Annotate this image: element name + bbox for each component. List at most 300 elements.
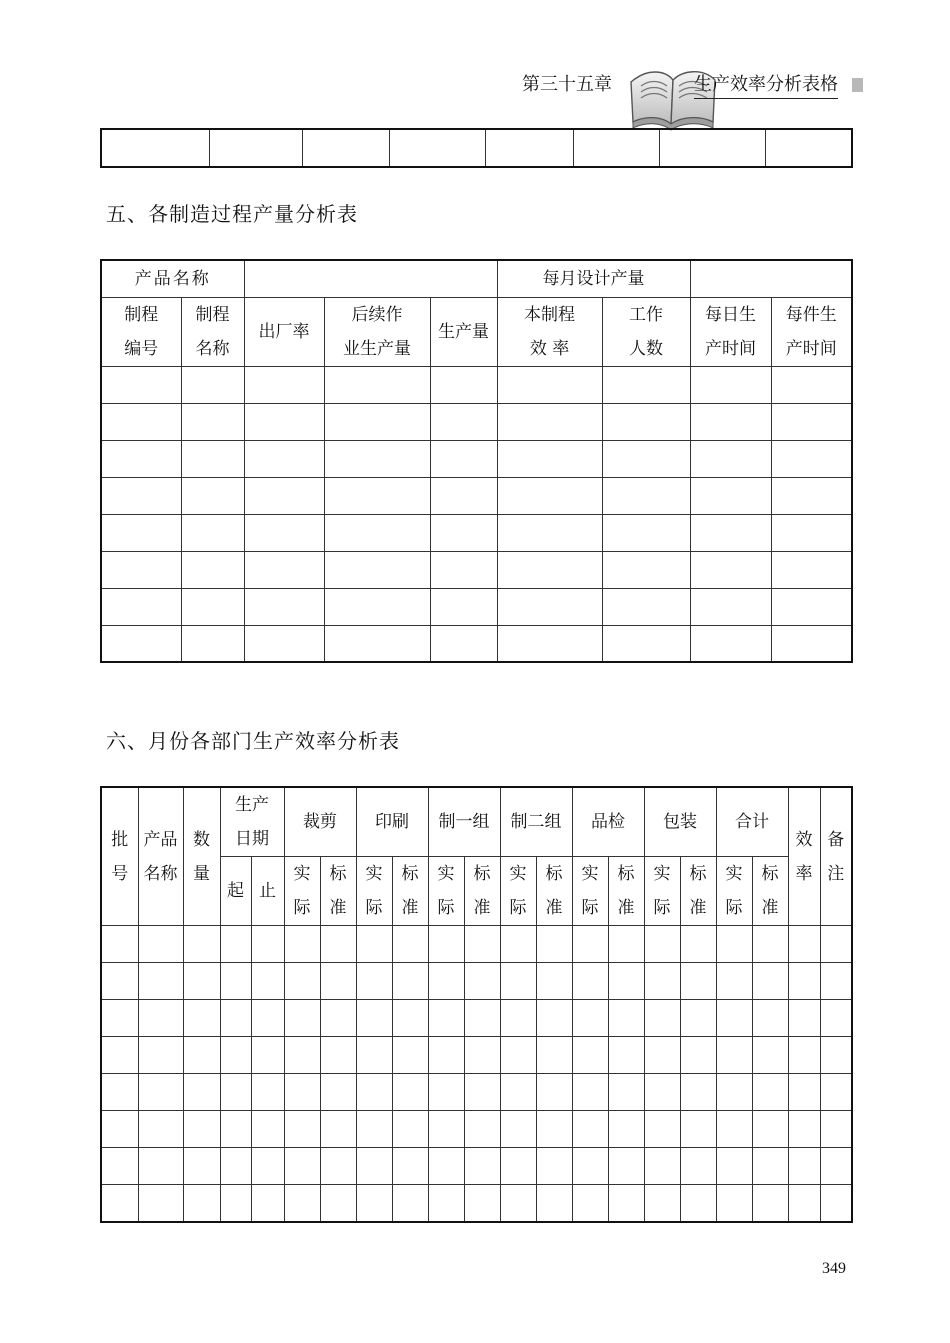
col-standard: 标 准 [680, 857, 716, 926]
table-cell[interactable] [251, 963, 284, 1000]
table-cell[interactable] [320, 963, 356, 1000]
table-cell[interactable] [500, 1148, 536, 1185]
table-cell[interactable] [324, 551, 430, 588]
table-cell[interactable] [392, 1148, 428, 1185]
col-actual: 实 际 [572, 857, 608, 926]
table-cell[interactable] [101, 588, 181, 625]
table-cell[interactable] [716, 926, 752, 963]
table-cell[interactable] [788, 963, 820, 1000]
table-cell[interactable] [324, 477, 430, 514]
table-cell[interactable] [497, 588, 602, 625]
table-cell[interactable] [183, 963, 220, 1000]
process-output-table [100, 259, 853, 663]
table-cell[interactable] [497, 551, 602, 588]
table-cell[interactable] [220, 1185, 251, 1222]
table-cell[interactable] [244, 440, 324, 477]
table-cell[interactable] [324, 403, 430, 440]
table-cell[interactable] [101, 963, 138, 1000]
table-cell[interactable] [716, 1185, 752, 1222]
table-cell[interactable] [765, 129, 852, 167]
table-cell[interactable] [572, 1111, 608, 1148]
table-cell[interactable] [771, 403, 852, 440]
table-cell[interactable] [464, 1111, 500, 1148]
table-cell[interactable] [138, 1074, 183, 1111]
table-cell[interactable] [356, 1148, 392, 1185]
table-cell[interactable] [644, 963, 680, 1000]
table-cell[interactable] [430, 588, 497, 625]
col-output: 生产量 [430, 297, 497, 366]
table-cell[interactable] [220, 926, 251, 963]
table-cell[interactable] [220, 963, 251, 1000]
col-efficiency: 本制程 效 率 [497, 297, 602, 366]
table-cell[interactable] [356, 1074, 392, 1111]
table-cell[interactable] [716, 1037, 752, 1074]
table-cell[interactable] [680, 1111, 716, 1148]
table-cell[interactable] [320, 1148, 356, 1185]
table-cell[interactable] [680, 926, 716, 963]
table-cell[interactable] [608, 1148, 644, 1185]
table-cell[interactable] [251, 1000, 284, 1037]
table-cell[interactable] [820, 963, 852, 1000]
table-cell[interactable] [302, 129, 389, 167]
table-cell[interactable] [101, 129, 209, 167]
table-cell[interactable] [220, 1074, 251, 1111]
dept-efficiency-table [100, 786, 853, 1223]
table-cell[interactable] [644, 1111, 680, 1148]
table-cell[interactable] [500, 1111, 536, 1148]
table-cell[interactable] [464, 1148, 500, 1185]
col-remark: 备 注 [820, 787, 852, 926]
table-cell[interactable] [324, 588, 430, 625]
table-cell[interactable] [536, 1148, 572, 1185]
table-cell[interactable] [497, 366, 602, 403]
col-follow-up: 后续作 业生产量 [324, 297, 430, 366]
table-cell[interactable] [690, 551, 771, 588]
table-cell[interactable] [428, 1037, 464, 1074]
table-cell[interactable] [464, 1074, 500, 1111]
table-cell[interactable] [101, 514, 181, 551]
table-cell[interactable] [820, 1037, 852, 1074]
table-cell[interactable] [209, 129, 302, 167]
table-cell[interactable] [771, 625, 852, 662]
table-row [101, 588, 852, 625]
table-cell[interactable] [771, 588, 852, 625]
monthly-design-label: 每月设计产量 [497, 260, 690, 297]
section5-title: 五、各制造过程产量分析表 [106, 202, 358, 226]
table-cell[interactable] [284, 1000, 320, 1037]
table-cell[interactable] [324, 440, 430, 477]
table-cell[interactable] [690, 625, 771, 662]
table-cell[interactable] [644, 1074, 680, 1111]
table-cell[interactable] [602, 551, 690, 588]
table-cell[interactable] [820, 1000, 852, 1037]
table-cell[interactable] [392, 1185, 428, 1222]
table-cell[interactable] [536, 1037, 572, 1074]
table-cell[interactable] [389, 129, 485, 167]
table-cell[interactable] [320, 1185, 356, 1222]
table-cell[interactable] [497, 440, 602, 477]
table-cell[interactable] [788, 926, 820, 963]
col-efficiency: 效 率 [788, 787, 820, 926]
table-cell[interactable] [716, 1148, 752, 1185]
col-product-name: 产品 名称 [138, 787, 183, 926]
table-cell[interactable] [138, 1037, 183, 1074]
table-cell[interactable] [181, 551, 244, 588]
col-actual: 实 际 [356, 857, 392, 926]
table-cell[interactable] [138, 1185, 183, 1222]
table-cell[interactable] [608, 963, 644, 1000]
table-cell[interactable] [181, 588, 244, 625]
table-cell[interactable] [324, 514, 430, 551]
table-cell[interactable] [608, 1074, 644, 1111]
table-cell[interactable] [536, 1074, 572, 1111]
table-cell[interactable] [430, 477, 497, 514]
table-cell[interactable] [392, 926, 428, 963]
table-cell[interactable] [752, 1148, 788, 1185]
table-cell[interactable] [430, 440, 497, 477]
table-cell[interactable] [497, 514, 602, 551]
col-workers: 工作 人数 [602, 297, 690, 366]
table-cell[interactable] [788, 1074, 820, 1111]
table-cell[interactable] [752, 963, 788, 1000]
table-cell[interactable] [536, 1185, 572, 1222]
table-cell[interactable] [608, 1037, 644, 1074]
table-cell[interactable] [820, 1074, 852, 1111]
table-row [101, 129, 852, 167]
table-cell[interactable] [430, 625, 497, 662]
table-cell[interactable] [428, 1074, 464, 1111]
table-cell[interactable] [497, 625, 602, 662]
table-cell[interactable] [602, 477, 690, 514]
table-cell[interactable] [428, 1148, 464, 1185]
table-cell[interactable] [428, 963, 464, 1000]
table-cell[interactable] [788, 1111, 820, 1148]
table-cell[interactable] [101, 1074, 138, 1111]
section6-title: 六、月份各部门生产效率分析表 [106, 729, 400, 753]
table-cell[interactable] [284, 1037, 320, 1074]
table-cell[interactable] [500, 1074, 536, 1111]
col-batch-no: 批 号 [101, 787, 138, 926]
table-cell[interactable] [573, 129, 659, 167]
table-cell[interactable] [251, 1111, 284, 1148]
table-cell[interactable] [644, 1037, 680, 1074]
table-cell[interactable] [820, 1185, 852, 1222]
table-cell[interactable] [602, 440, 690, 477]
table-cell[interactable] [251, 926, 284, 963]
table-cell[interactable] [608, 1111, 644, 1148]
dept-header: 品检 [572, 787, 644, 857]
table-cell[interactable] [464, 963, 500, 1000]
table-cell[interactable] [392, 1037, 428, 1074]
table-cell[interactable] [680, 1074, 716, 1111]
table-cell[interactable] [497, 403, 602, 440]
col-standard: 标 准 [464, 857, 500, 926]
table-cell[interactable] [602, 588, 690, 625]
table-cell[interactable] [244, 477, 324, 514]
table-cell[interactable] [572, 1000, 608, 1037]
table-cell[interactable] [101, 1148, 138, 1185]
table-cell[interactable] [690, 477, 771, 514]
table-cell[interactable] [101, 1000, 138, 1037]
table-cell[interactable] [244, 588, 324, 625]
table-cell[interactable] [183, 1000, 220, 1037]
table-cell[interactable] [356, 926, 392, 963]
table-cell[interactable] [183, 1037, 220, 1074]
col-process-name: 制程 名称 [181, 297, 244, 366]
table-cell[interactable] [101, 625, 181, 662]
table-cell[interactable] [680, 1000, 716, 1037]
table-cell[interactable] [181, 366, 244, 403]
table-cell[interactable] [251, 1037, 284, 1074]
table-cell[interactable] [771, 477, 852, 514]
table-cell[interactable] [497, 477, 602, 514]
col-standard: 标 准 [608, 857, 644, 926]
table-row [101, 1000, 852, 1037]
col-end: 止 [251, 857, 284, 926]
table-cell[interactable] [284, 963, 320, 1000]
table-cell[interactable] [771, 514, 852, 551]
table-cell[interactable] [572, 926, 608, 963]
table-cell[interactable] [644, 926, 680, 963]
table-cell[interactable] [428, 1111, 464, 1148]
table-cell[interactable] [608, 1000, 644, 1037]
table-cell[interactable] [536, 963, 572, 1000]
table-cell[interactable] [752, 1000, 788, 1037]
table-cell[interactable] [101, 926, 138, 963]
col-actual: 实 际 [716, 857, 752, 926]
table-cell[interactable] [464, 1037, 500, 1074]
table-cell[interactable] [101, 440, 181, 477]
table-cell[interactable] [820, 1148, 852, 1185]
table-cell[interactable] [320, 926, 356, 963]
table-cell[interactable] [183, 1111, 220, 1148]
table-cell[interactable] [428, 1000, 464, 1037]
table-cell[interactable] [392, 963, 428, 1000]
table-cell[interactable] [392, 1111, 428, 1148]
table-cell[interactable] [284, 1185, 320, 1222]
table-cell[interactable] [320, 1111, 356, 1148]
table-cell[interactable] [572, 1074, 608, 1111]
table-cell[interactable] [485, 129, 573, 167]
table-cell[interactable] [608, 926, 644, 963]
table-cell[interactable] [183, 926, 220, 963]
table-cell[interactable] [356, 1037, 392, 1074]
table-cell[interactable] [536, 926, 572, 963]
table-cell[interactable] [602, 625, 690, 662]
table-cell[interactable] [752, 1074, 788, 1111]
table-cell[interactable] [101, 1111, 138, 1148]
table-cell[interactable] [464, 1000, 500, 1037]
table-cell[interactable] [183, 1074, 220, 1111]
table-cell[interactable] [820, 926, 852, 963]
table-cell[interactable] [788, 1000, 820, 1037]
table-cell[interactable] [644, 1000, 680, 1037]
chapter-label: 第三十五章 [522, 74, 612, 95]
col-standard: 标 准 [752, 857, 788, 926]
col-yield-rate: 出厂率 [244, 297, 324, 366]
table-row [101, 1037, 852, 1074]
table-cell[interactable] [788, 1148, 820, 1185]
table-cell[interactable] [752, 926, 788, 963]
table-cell[interactable] [181, 403, 244, 440]
table-cell[interactable] [251, 1074, 284, 1111]
table-cell[interactable] [602, 514, 690, 551]
table-cell[interactable] [356, 1185, 392, 1222]
table-cell[interactable] [690, 514, 771, 551]
table-cell[interactable] [690, 366, 771, 403]
table-cell[interactable] [430, 514, 497, 551]
table-cell[interactable] [680, 1148, 716, 1185]
table-cell[interactable] [500, 1037, 536, 1074]
table-cell[interactable] [644, 1148, 680, 1185]
table-cell[interactable] [752, 1037, 788, 1074]
monthly-design-value[interactable] [690, 260, 852, 297]
table-cell[interactable] [430, 551, 497, 588]
process-output-body [101, 366, 852, 662]
table-cell[interactable] [244, 403, 324, 440]
table-cell[interactable] [183, 1148, 220, 1185]
table-cell[interactable] [356, 1000, 392, 1037]
table-cell[interactable] [464, 926, 500, 963]
table-cell[interactable] [320, 1074, 356, 1111]
table-cell[interactable] [500, 1185, 536, 1222]
table-cell[interactable] [138, 1111, 183, 1148]
table-cell[interactable] [244, 366, 324, 403]
table-cell[interactable] [220, 1000, 251, 1037]
table-cell[interactable] [536, 1111, 572, 1148]
table-cell[interactable] [324, 366, 430, 403]
table-cell[interactable] [101, 1185, 138, 1222]
table-cell[interactable] [500, 963, 536, 1000]
table-cell[interactable] [101, 477, 181, 514]
table-cell[interactable] [324, 625, 430, 662]
table-cell[interactable] [430, 403, 497, 440]
col-production-date: 生产 日期 [220, 787, 284, 857]
table-row [101, 440, 852, 477]
table-cell[interactable] [356, 963, 392, 1000]
product-name-value[interactable] [244, 260, 497, 297]
table-cell[interactable] [251, 1148, 284, 1185]
table-cell[interactable] [771, 366, 852, 403]
table-cell[interactable] [138, 926, 183, 963]
table-cell[interactable] [690, 403, 771, 440]
table-cell[interactable] [500, 1000, 536, 1037]
table-cell[interactable] [644, 1185, 680, 1222]
table-cell[interactable] [752, 1111, 788, 1148]
table-row [101, 963, 852, 1000]
table-cell[interactable] [572, 1185, 608, 1222]
table-cell[interactable] [284, 1111, 320, 1148]
table-cell[interactable] [244, 625, 324, 662]
table-cell[interactable] [284, 1074, 320, 1111]
table-cell[interactable] [181, 514, 244, 551]
table-cell[interactable] [690, 440, 771, 477]
table-cell[interactable] [320, 1037, 356, 1074]
table-cell[interactable] [536, 1000, 572, 1037]
table-cell[interactable] [716, 1000, 752, 1037]
table-cell[interactable] [690, 588, 771, 625]
table-cell[interactable] [500, 926, 536, 963]
table-cell[interactable] [428, 926, 464, 963]
col-standard: 标 准 [392, 857, 428, 926]
table-cell[interactable] [602, 403, 690, 440]
table-cell[interactable] [220, 1148, 251, 1185]
table-row [101, 403, 852, 440]
table-cell[interactable] [181, 625, 244, 662]
table-cell[interactable] [820, 1111, 852, 1148]
dept-header: 合计 [716, 787, 788, 857]
col-per-piece-time: 每件生 产时间 [771, 297, 852, 366]
table-cell[interactable] [788, 1185, 820, 1222]
table-cell[interactable] [392, 1000, 428, 1037]
table-cell[interactable] [244, 551, 324, 588]
table-cell[interactable] [464, 1185, 500, 1222]
table-cell[interactable] [101, 403, 181, 440]
table-cell[interactable] [320, 1000, 356, 1037]
table-cell[interactable] [220, 1111, 251, 1148]
table-cell[interactable] [181, 440, 244, 477]
table-cell[interactable] [680, 1185, 716, 1222]
table-row [101, 1111, 852, 1148]
table-cell[interactable] [138, 1148, 183, 1185]
table-cell[interactable] [392, 1074, 428, 1111]
table-cell[interactable] [716, 1111, 752, 1148]
table-cell[interactable] [572, 963, 608, 1000]
col-start: 起 [220, 857, 251, 926]
table-cell[interactable] [101, 551, 181, 588]
header-marker [852, 78, 863, 92]
table-cell[interactable] [430, 366, 497, 403]
table-row [101, 1074, 852, 1111]
table-cell[interactable] [680, 1037, 716, 1074]
table-cell[interactable] [572, 1148, 608, 1185]
table-row [101, 625, 852, 662]
col-process-no: 制程 编号 [101, 297, 181, 366]
table-cell[interactable] [428, 1185, 464, 1222]
table-cell[interactable] [183, 1185, 220, 1222]
table-cell[interactable] [771, 440, 852, 477]
col-daily-time: 每日生 产时间 [690, 297, 771, 366]
table-cell[interactable] [284, 926, 320, 963]
table-cell[interactable] [659, 129, 765, 167]
table-row [101, 477, 852, 514]
col-standard: 标 准 [536, 857, 572, 926]
table-cell[interactable] [788, 1037, 820, 1074]
table-cell[interactable] [356, 1111, 392, 1148]
table-cell[interactable] [220, 1037, 251, 1074]
table-cell[interactable] [138, 1000, 183, 1037]
table-cell[interactable] [251, 1185, 284, 1222]
table-cell[interactable] [181, 477, 244, 514]
table-cell[interactable] [716, 1074, 752, 1111]
table-cell[interactable] [716, 963, 752, 1000]
table-cell[interactable] [602, 366, 690, 403]
table-cell[interactable] [244, 514, 324, 551]
table-cell[interactable] [101, 366, 181, 403]
table-row [101, 926, 852, 963]
product-name-label: 产品名称 [101, 260, 244, 297]
table-row [101, 551, 852, 588]
table-cell[interactable] [284, 1148, 320, 1185]
table-cell[interactable] [138, 963, 183, 1000]
table-cell[interactable] [608, 1185, 644, 1222]
table-cell[interactable] [680, 963, 716, 1000]
table-cell[interactable] [101, 1037, 138, 1074]
table-cell[interactable] [752, 1185, 788, 1222]
table-cell[interactable] [771, 551, 852, 588]
table-cell[interactable] [572, 1037, 608, 1074]
dept-header: 制一组 [428, 787, 500, 857]
